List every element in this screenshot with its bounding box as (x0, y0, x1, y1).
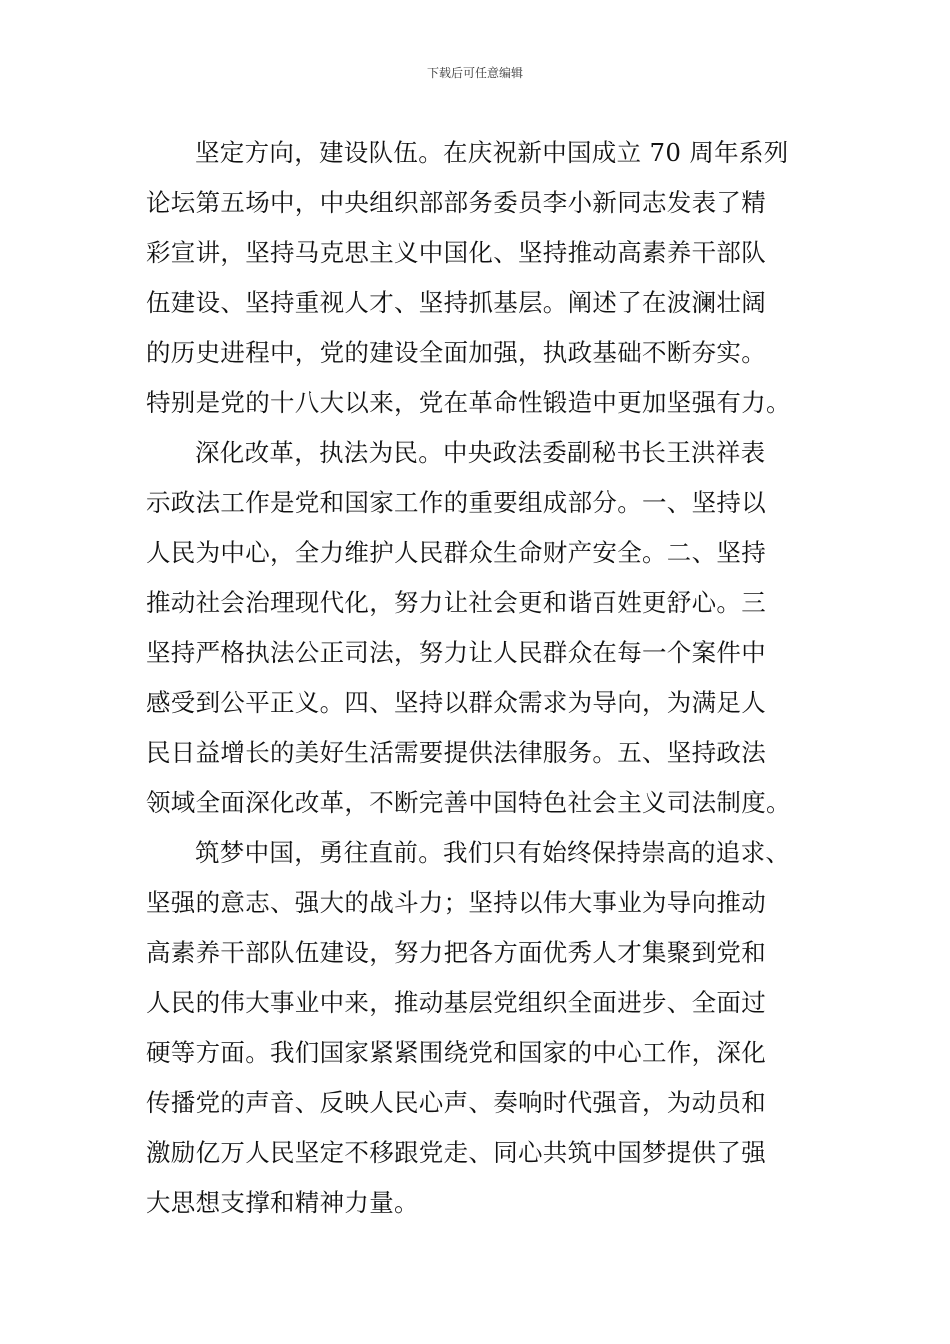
text-line: 感受到公平正义。四、坚持以群众需求为导向，为满足人 (146, 688, 766, 717)
text-line: 人民的伟大事业中来，推动基层党组织全面进步、全面过 (146, 988, 766, 1017)
text-line: 推动社会治理现代化，努力让社会更和谐百姓更舒心。三 (146, 588, 766, 617)
paragraph-reform (146, 428, 812, 828)
text-line: 民日益增长的美好生活需要提供法律服务。五、坚持政法 (146, 738, 766, 767)
document-body (146, 128, 812, 1228)
text-line: 论坛第五场中，中央组织部部务委员李小新同志发表了精 (146, 188, 766, 217)
text-line: 传播党的声音、反映人民心声、奏响时代强音，为动员和 (146, 1088, 766, 1117)
text-line: 特别是党的十八大以来，党在革命性锻造中更加坚强有力。 (146, 388, 791, 417)
page-header: 下载后可任意编辑 (426, 66, 523, 80)
paragraph-direction (146, 128, 812, 428)
text-line: 硬等方面。我们国家紧紧围绕党和国家的中心工作，深化 (146, 1038, 766, 1067)
text-line: 高素养干部队伍建设，努力把各方面优秀人才集聚到党和 (146, 938, 766, 967)
text-line: 坚强的意志、强大的战斗力；坚持以伟大事业为导向推动 (146, 888, 766, 917)
text-line: 大思想支撑和精神力量。 (146, 1188, 419, 1217)
paragraph-dream (146, 828, 812, 1228)
text-line: 彩宣讲，坚持马克思主义中国化、坚持推动高素养干部队 (146, 238, 766, 267)
text-line: 坚持严格执法公正司法，努力让人民群众在每一个案件中 (146, 638, 766, 667)
text-line: 激励亿万人民坚定不移跟党走、同心共筑中国梦提供了强 (146, 1138, 766, 1167)
text-line: 示政法工作是党和国家工作的重要组成部分。一、坚持以 (146, 488, 766, 517)
text-line: 的历史进程中，党的建设全面加强，执政基础不断夯实。 (146, 338, 766, 367)
text-line: 人民为中心，全力维护人民群众生命财产安全。二、坚持 (146, 538, 766, 567)
text-line: 深化改革，执法为民。中央政法委副秘书长王洪祥表 (195, 438, 766, 467)
text-line: 筑梦中国，勇往直前。我们只有始终保持崇高的追求、 (195, 838, 791, 867)
text-line: 坚定方向，建设队伍。在庆祝新中国成立 70 周年系列 (195, 138, 789, 167)
text-line: 伍建设、坚持重视人才、坚持抓基层。阐述了在波澜壮阔 (146, 288, 766, 317)
text-line: 领域全面深化改革，不断完善中国特色社会主义司法制度。 (146, 788, 791, 817)
